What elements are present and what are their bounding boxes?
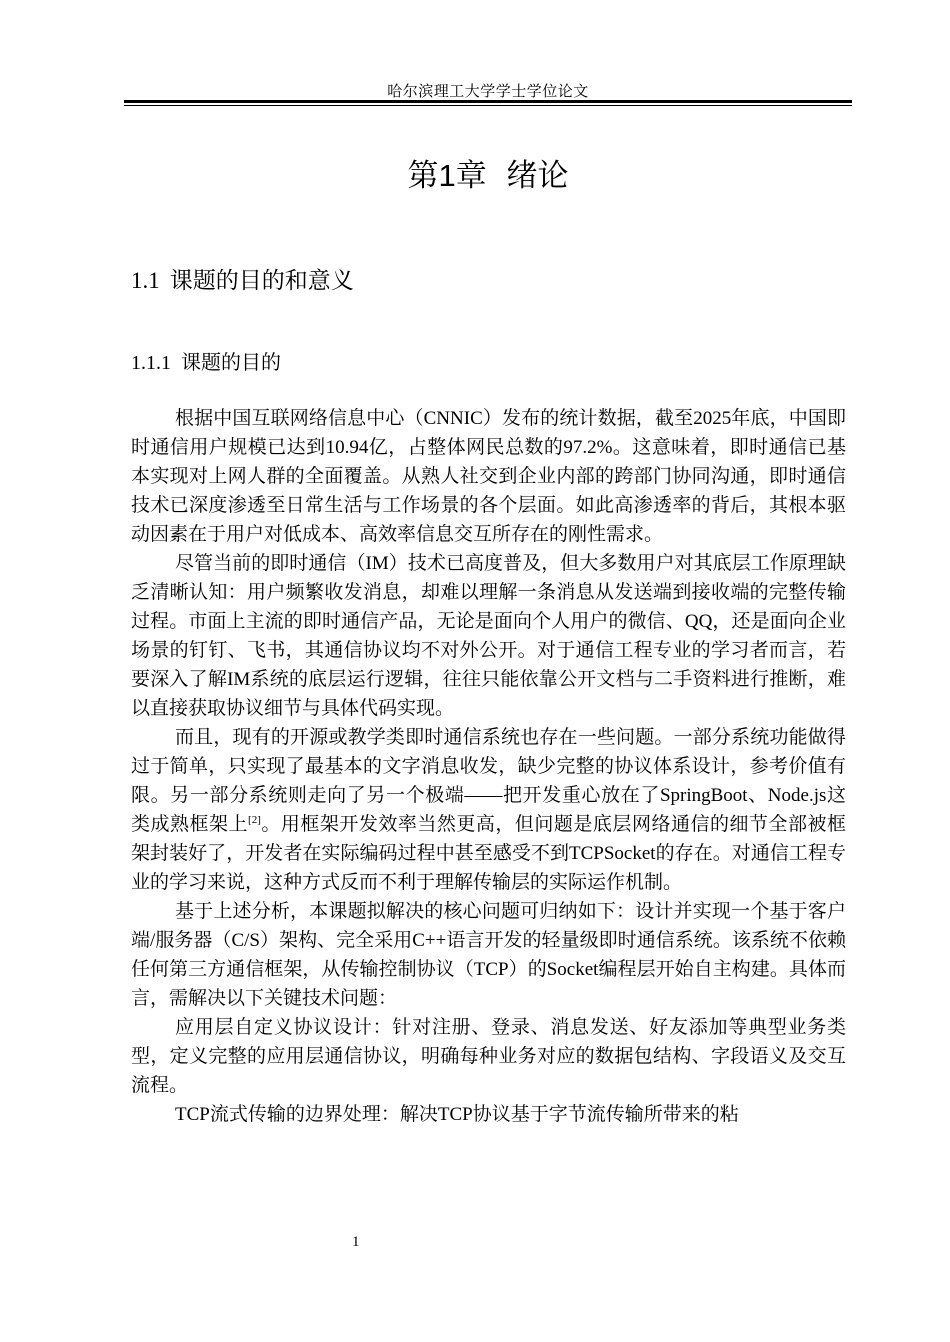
paragraph-text: 而且，现有的开源或教学类即时通信系统也存在一些问题。一部分系统功能做得过于简单，只实现了最基本的文字消息收发，缺少完整的协议体系设计，参考价值有限。另一部分系统则走向了另一个极端——把开发重心放在了SpringBoot、Node.js这类成熟框架上 bbox=[131, 727, 846, 835]
header-rule-thin bbox=[124, 105, 852, 106]
paragraph: 基于上述分析，本课题拟解决的核心问题可归纳如下：设计并实现一个基于客户端/服务器（C/S）架构、完全采用C++语言开发的轻量级即时通信系统。该系统不依赖任何第三方通信框架，从传输控制协议（TCP）的Socket编程层开始自主构建。具体而言，需解决以下关键技术问题： bbox=[131, 901, 846, 1009]
citation-marker: [2] bbox=[248, 814, 261, 826]
paragraph: TCP流式传输的边界处理：解决TCP协议基于字节流传输所带来的粘 bbox=[175, 1104, 739, 1125]
subsection-number: 1.1.1 bbox=[131, 352, 171, 374]
paragraph: 根据中国互联网络信息中心（CNNIC）发布的统计数据，截至2025年底，中国即时通信用户规模已达到10.94亿，占整体网民总数的97.2%。这意味着，即时通信已基本实现对上网人群的全面覆盖。从熟人社交到企业内部的跨部门协同沟通，即时通信技术已深度渗透至日常生活与工作场景的各个层面。如此高渗透率的背后，其根本驱动因素在于用户对低成本、高效率信息交互所存在的刚性需求。 bbox=[131, 408, 846, 545]
section-heading bbox=[131, 262, 354, 295]
chapter-title-text: 绪论 bbox=[506, 158, 569, 194]
page-number: 1 bbox=[352, 1234, 360, 1250]
section-number: 1.1 bbox=[131, 268, 160, 293]
subsection-heading bbox=[131, 346, 281, 375]
header-rule bbox=[124, 100, 852, 103]
chapter-number: 第1章 bbox=[407, 158, 487, 193]
body-text bbox=[131, 404, 846, 1129]
paragraph bbox=[131, 723, 846, 897]
paragraph: 尽管当前的即时通信（IM）技术已高度普及，但大多数用户对其底层工作原理缺乏清晰认知：用户频繁收发消息，却难以理解一条消息从发送端到接收端的完整传输过程。市面上主流的即时通信产品，无论是面向个人用户的微信、QQ，还是面向企业场景的钉钉、飞书，其通信协议均不对外公开。对于通信工程专业的学习者而言，若要深入了解IM系统的底层运行逻辑，往往只能依靠公开文档与二手资料进行推断，难以直接获取协议细节与具体代码实现。 bbox=[131, 553, 846, 719]
paragraph: 应用层自定义协议设计：针对注册、登录、消息发送、好友添加等典型业务类型，定义完整的应用层通信协议，明确每种业务对应的数据包结构、字段语义及交互流程。 bbox=[131, 1017, 846, 1096]
paragraph-text: 。用框架开发效率当然更高，但问题是底层网络通信的细节全部被框架封装好了，开发者在实际编码过程中甚至感受不到TCPSocket的存在。对通信工程专业的学习来说，这种方式反而不利于理解传输层的实际运作机制。 bbox=[131, 814, 846, 893]
chapter-title bbox=[124, 150, 852, 195]
running-header: 哈尔滨理工大学学士学位论文 bbox=[387, 84, 589, 100]
section-title: 课题的目的和意义 bbox=[169, 268, 354, 294]
subsection-title: 课题的目的 bbox=[181, 350, 281, 374]
